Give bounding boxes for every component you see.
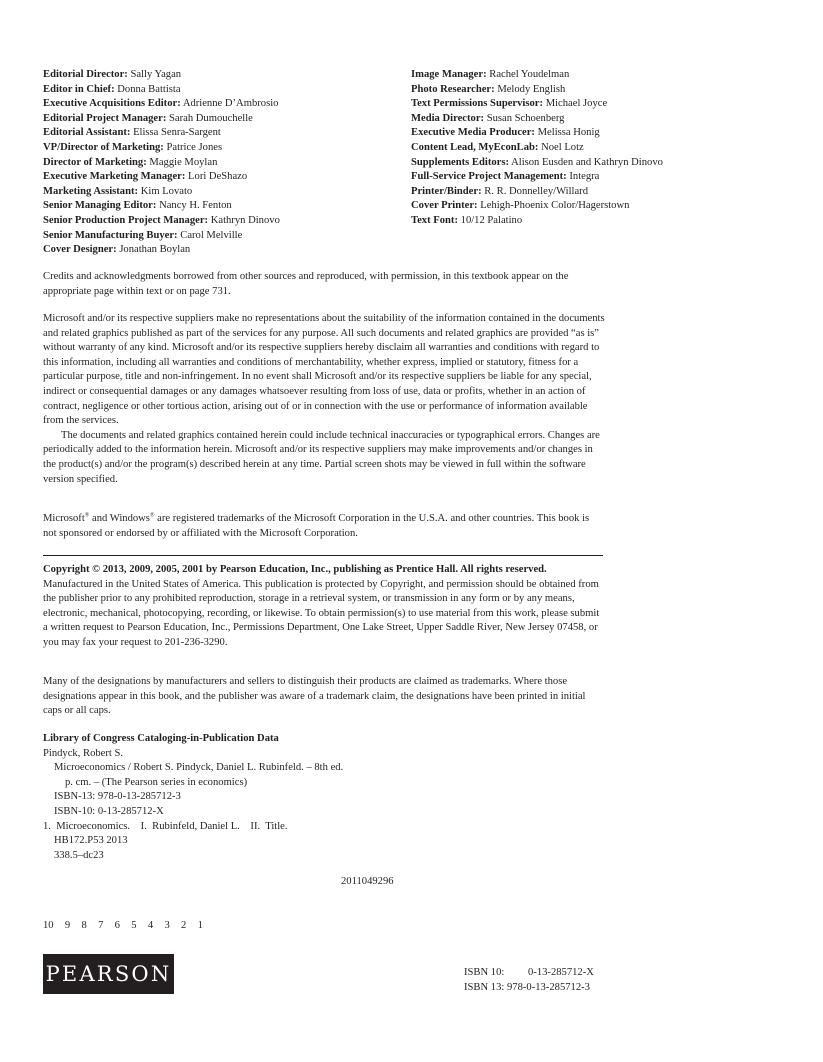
credit-name: Nancy H. Fenton xyxy=(159,200,232,212)
cip-heading: Library of Congress Cataloging-in-Publication Data xyxy=(43,733,279,744)
credit-role: Executive Marketing Manager: xyxy=(43,171,186,183)
credit-row xyxy=(411,83,791,98)
trademark-windows: Windows xyxy=(109,513,150,524)
credit-name: Sally Yagan xyxy=(130,69,182,80)
credit-name: Jonathan Boylan xyxy=(119,244,191,256)
designations-notice xyxy=(43,675,605,719)
credit-name: Adrienne D’Ambrosio xyxy=(182,98,279,110)
copyright-bold: Copyright © 2013, 2009, 2005, 2001 by Pearson Education, Inc., publishing as Prentice Hall. All rights reserved. xyxy=(43,564,547,575)
credit-role: Cover Designer: xyxy=(43,244,117,256)
credit-role: Editorial Director: xyxy=(43,69,128,80)
credit-name: Maggie Moylan xyxy=(149,156,218,168)
credit-role: Marketing Assistant: xyxy=(43,185,139,197)
pearson-logo xyxy=(43,954,174,994)
credit-name: Melody English xyxy=(497,83,566,95)
credit-name: Michael Joyce xyxy=(545,98,608,110)
credit-row xyxy=(411,112,791,127)
credit-name: Patrice Jones xyxy=(166,141,223,153)
credits-acknowledgment xyxy=(43,270,605,299)
credit-name: 10/12 Palatino xyxy=(460,214,523,226)
credit-name: Rachel Youdelman xyxy=(489,69,570,80)
credit-name: Melissa Honig xyxy=(537,127,600,139)
isbn13-value: 978-0-13-285712-3 xyxy=(506,981,590,993)
trademark-text xyxy=(43,512,605,541)
credit-name: Carol Melville xyxy=(180,229,243,241)
trademark-notice xyxy=(43,512,605,541)
credit-role: Executive Acquisitions Editor: xyxy=(43,98,181,110)
cip-series: p. cm. – (The Pearson series in economics) xyxy=(65,776,248,788)
credit-role: Editorial Assistant: xyxy=(43,127,131,139)
cip-isbn10: ISBN-10: 0-13-285712-X xyxy=(54,805,164,817)
disclaimer-paragraph-1: Microsoft and/or its respective suppliers make no representations about the suitability of the information contained in the documents and related graphics published as part of the services for any purpose. All such documents and related graphics are provided “as is” without warranty of any kind. Microsoft and/or its respective suppliers hereby disclaim all warranties and conditions with regard to this information, including all warranties and conditions of merchantability, whether express, implied or statutory, fitness for a particular purpose, title and non-infringement. In no event shall Microsoft and/or its respective suppliers be liable for any special, indirect or consequential damages or any damages whatsoever resulting from loss of use, data or profits, whether in an action of contract, negligence or other tortious action, arising out of or in connection with the use or performance of information available from the services. xyxy=(43,313,605,427)
credit-name: R. R. Donnelley/Willard xyxy=(484,185,588,197)
cip-data xyxy=(43,732,605,863)
isbn10-row xyxy=(464,966,594,981)
credit-row xyxy=(43,112,403,127)
designations-text: Many of the designations by manufacturers and sellers to distinguish their products are claimed as trademarks. Where those designations appear in this book, and the publisher was aware of a trademark claim, the designations have been printed in initial caps or all caps. xyxy=(43,676,586,717)
credit-name: Noel Lotz xyxy=(541,141,584,153)
credit-name: Integra xyxy=(569,171,600,183)
isbn10-value: 0-13-285712-X xyxy=(528,967,594,978)
divider-rule xyxy=(43,555,603,556)
credit-row xyxy=(411,156,791,171)
cip-call-number: HB172.P53 2013 xyxy=(54,835,128,847)
credit-name: Donna Battista xyxy=(117,83,181,95)
credit-role: Text Font: xyxy=(411,214,458,226)
credit-name: Lori DeShazo xyxy=(188,171,248,183)
credit-row xyxy=(43,156,403,171)
credits-right-column xyxy=(411,68,791,229)
lccn-number: 2011049296 xyxy=(341,876,394,887)
credits-left-column xyxy=(43,68,403,258)
cip-title: Microeconomics / Robert S. Pindyck, Daniel L. Rubinfeld. – 8th ed. xyxy=(54,762,344,774)
credit-row xyxy=(43,199,403,214)
credit-row xyxy=(411,170,791,185)
credit-role: Director of Marketing: xyxy=(43,156,147,168)
credit-role: Photo Researcher: xyxy=(411,83,495,95)
pearson-logo-text: PEARSON xyxy=(45,961,172,986)
credit-row xyxy=(43,185,403,200)
credit-row xyxy=(411,214,791,229)
credit-row xyxy=(43,243,403,258)
credit-row xyxy=(43,214,403,229)
credit-role: VP/Director of Marketing: xyxy=(43,141,164,153)
credit-name: Kathryn Dinovo xyxy=(210,214,280,226)
cip-subjects: 1. Microeconomics. I. Rubinfeld, Daniel L. II. Title. xyxy=(43,820,288,832)
credit-row xyxy=(43,170,403,185)
credit-row xyxy=(411,126,791,141)
registered-mark: ® xyxy=(84,512,90,519)
copyright-notice xyxy=(43,563,605,651)
credit-row xyxy=(43,68,403,83)
credit-row xyxy=(411,185,791,200)
credit-role: Editor in Chief: xyxy=(43,83,115,95)
credit-name: Susan Schoenberg xyxy=(486,112,565,124)
credit-role: Printer/Binder: xyxy=(411,185,482,197)
microsoft-disclaimer xyxy=(43,312,605,487)
registered-mark: ® xyxy=(149,512,155,519)
credit-role: Senior Production Project Manager: xyxy=(43,214,209,226)
disclaimer-paragraph-2: The documents and related graphics contained herein could include technical inaccuracies or typographical errors. Changes are periodically added to the information herein. Microsoft and/or its respective suppliers may make improvements and/or changes in the product(s) and/or the program(s) described herein at any time. Partial screen shots may be viewed in full within the software version specified. xyxy=(43,429,600,485)
credit-role: Cover Printer: xyxy=(411,200,478,212)
credit-role: Senior Managing Editor: xyxy=(43,200,157,212)
cip-author: Pindyck, Robert S. xyxy=(43,747,124,759)
credit-row xyxy=(43,126,403,141)
credit-row xyxy=(411,141,791,156)
credit-role: Content Lead, MyEconLab: xyxy=(411,141,539,153)
credit-row xyxy=(411,68,791,83)
isbn13-row xyxy=(464,981,594,996)
trademark-microsoft: Microsoft xyxy=(43,513,85,524)
credit-row xyxy=(43,97,403,112)
credit-name: Alison Eusden and Kathryn Dinovo xyxy=(511,156,663,168)
isbn10-label: ISBN 10: xyxy=(464,967,505,978)
credit-role: Media Director: xyxy=(411,112,485,124)
isbn13-label: ISBN 13: xyxy=(464,981,505,993)
credit-row xyxy=(411,97,791,112)
credit-name: Elissa Senra-Sargent xyxy=(133,127,221,139)
isbn-block xyxy=(464,966,594,996)
credit-name: Lehigh-Phoenix Color/Hagerstown xyxy=(480,200,630,212)
trademark-and: and xyxy=(89,513,110,524)
cip-dewey: 338.5–dc23 xyxy=(54,849,104,861)
credit-row xyxy=(43,83,403,98)
credit-name: Sarah Dumouchelle xyxy=(169,112,253,124)
credit-name: Kim Lovato xyxy=(140,185,193,197)
credit-role: Senior Manufacturing Buyer: xyxy=(43,229,178,241)
credit-row xyxy=(43,141,403,156)
credit-role: Executive Media Producer: xyxy=(411,127,535,139)
credit-role: Editorial Project Manager: xyxy=(43,112,167,124)
cip-isbn13: ISBN-13: 978-0-13-285712-3 xyxy=(54,791,181,803)
credit-row xyxy=(43,229,403,244)
credit-role: Supplements Editors: xyxy=(411,156,510,168)
trademark-rest: are registered trademarks of the Microsoft Corporation in the U.S.A. and other countries. This book is not sponsored or endorsed by or affiliated with the Microsoft Corporation. xyxy=(43,513,590,539)
credit-role: Text Permissions Supervisor: xyxy=(411,98,544,110)
credits-acknowledgment-text: Credits and acknowledgments borrowed from other sources and reproduced, with permission, in this textbook appear on the appropriate page within text or on page 731. xyxy=(43,271,569,297)
credit-role: Image Manager: xyxy=(411,69,487,80)
credit-role: Full-Service Project Management: xyxy=(411,171,567,183)
copyright-body: Manufactured in the United States of America. This publication is protected by Copyright, and permission should be obtained from the publisher prior to any prohibited reproduction, storage in a retrieval system, or transmission in any form or by any means, electronic, mechanical, photocopying, recording, or likewise. To obtain permission(s) to use material from this work, please submit a written request to Pearson Education, Inc., Permissions Department, One Lake Street, Upper Saddle River, New Jersey 07458, or you may fax your request to 201-236-3290. xyxy=(43,578,600,648)
copyright-text xyxy=(43,563,605,651)
print-line: 10 9 8 7 6 5 4 3 2 1 xyxy=(43,920,203,931)
credit-row xyxy=(411,199,791,214)
